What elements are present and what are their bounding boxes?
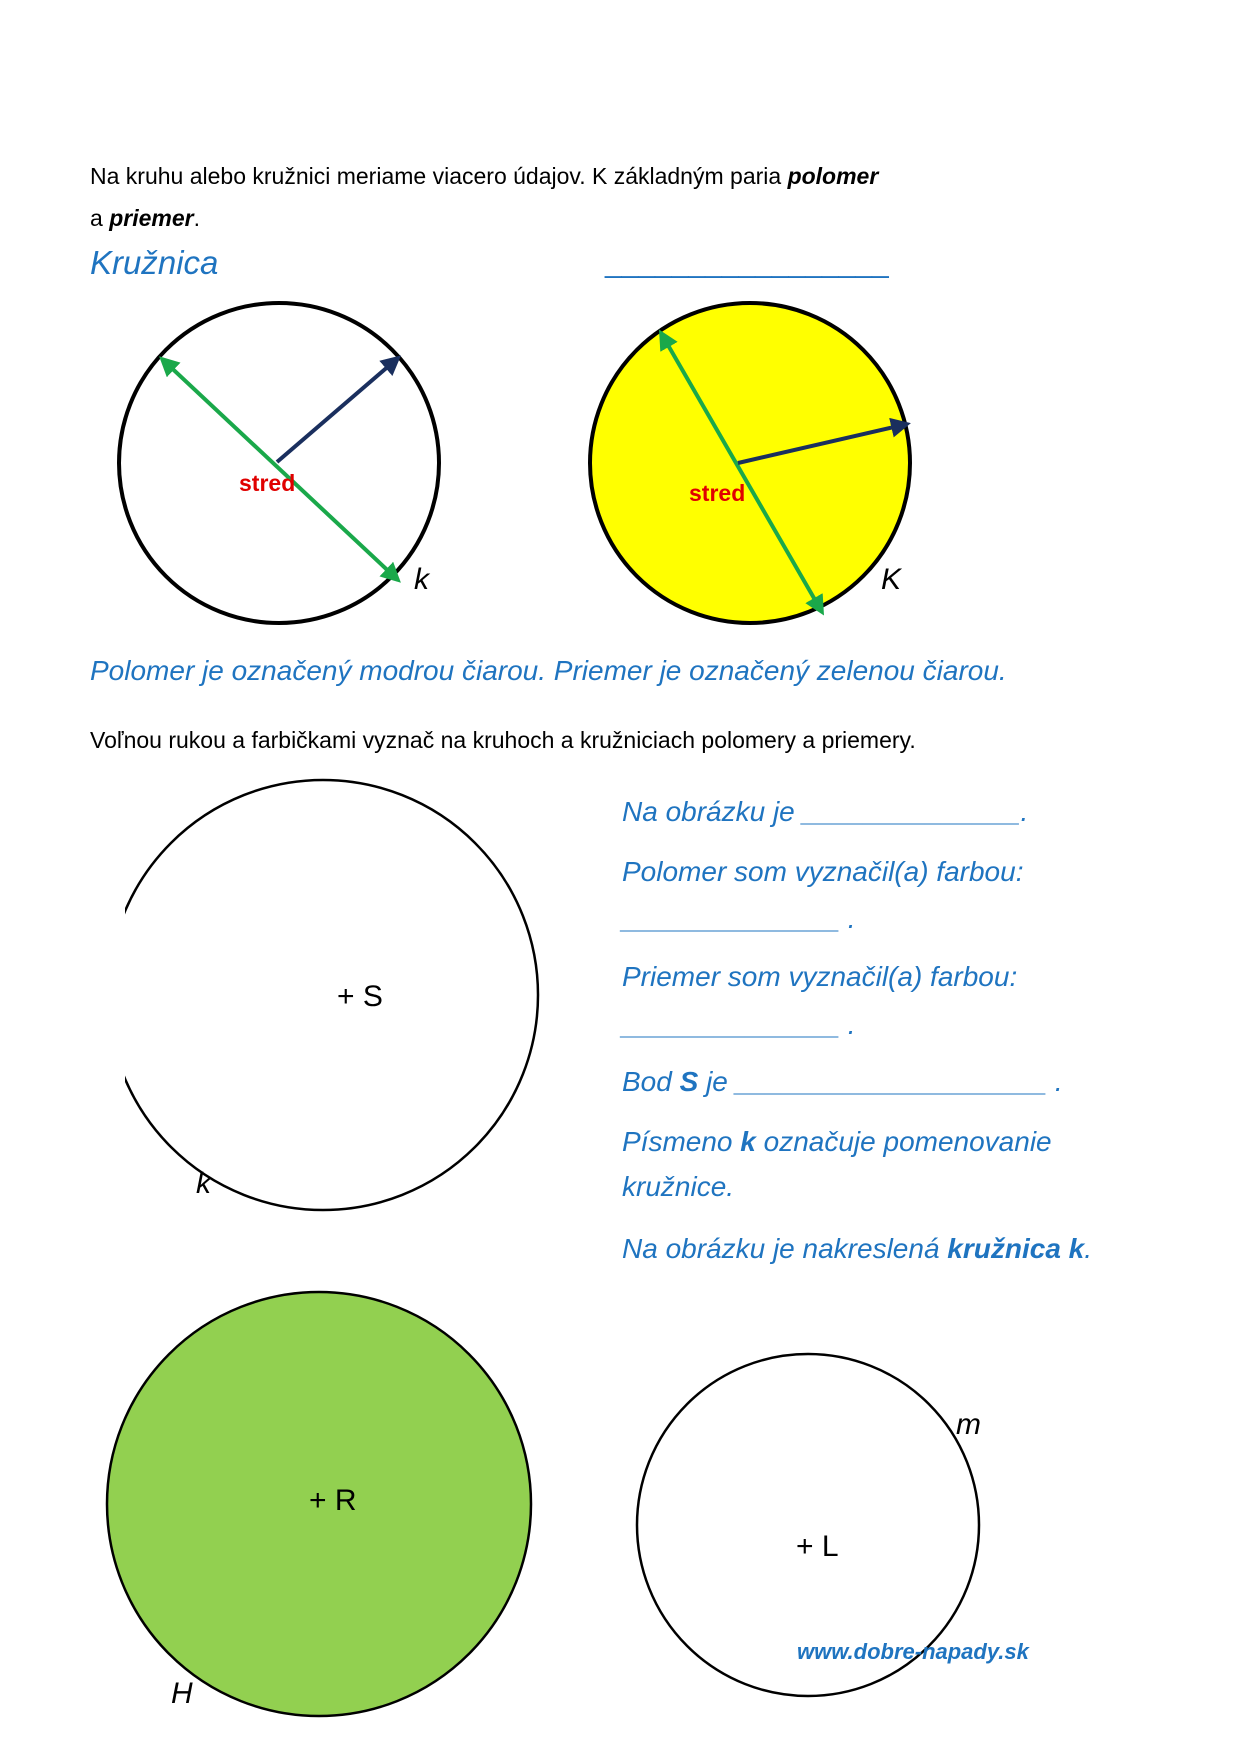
question-5-line-2: kružnice. <box>622 1171 735 1202</box>
intro-period: . <box>193 205 200 231</box>
question-2: Polomer som vyznačil(a) farbou: <box>622 856 1024 887</box>
q5-text-after: označuje pomenovanie <box>755 1126 1052 1157</box>
question-3-blank: ______________ . <box>622 1009 856 1040</box>
instruction: Voľnou rukou a farbičkami vyznač na kruhoch a kružniciach polomery a priemery. <box>90 727 916 753</box>
green-disc-R <box>107 1292 531 1716</box>
q4-text-after: je ____________________ . <box>698 1066 1063 1097</box>
q6-bold-kruznica-k: kružnica k <box>947 1233 1085 1264</box>
watermark-url: www.dobre-napady.sk <box>797 1639 1029 1664</box>
caption: Polomer je označený modrou čiarou. Priemer je označený zelenou čiarou. <box>90 655 1007 686</box>
center-label-stred: stred <box>689 480 746 506</box>
heading-kruznica: Kružnica <box>90 244 219 281</box>
bottom-diagrams <box>0 1270 1240 1754</box>
top-diagrams <box>0 0 1240 660</box>
question-3: Priemer som vyznačil(a) farbou: <box>622 961 1018 992</box>
question-4 <box>622 1060 1063 1104</box>
diagram-kruh <box>590 303 910 623</box>
center-label-S: + S <box>337 980 383 1013</box>
circle-S-outline <box>125 780 538 1210</box>
question-1: Na obrázku je ______________. <box>622 796 1029 827</box>
intro-text-2: a <box>90 205 110 231</box>
circle-label-k: k <box>414 563 429 596</box>
question-5 <box>622 1120 1052 1164</box>
center-label-L: + L <box>796 1530 839 1563</box>
q4-text: Bod <box>622 1066 680 1097</box>
question-6 <box>622 1227 1092 1271</box>
q5-text: Písmeno <box>622 1126 741 1157</box>
heading-blank: _________________ <box>605 246 889 279</box>
center-label-R: + R <box>309 1484 357 1517</box>
circle-label-m: m <box>956 1408 981 1441</box>
circle-label-k: k <box>196 1167 211 1200</box>
q5-bold-k: k <box>740 1126 756 1157</box>
center-label-stred: stred <box>239 470 296 496</box>
circle-label-H: H <box>171 1677 193 1710</box>
circle-label-K: K <box>881 563 902 596</box>
intro-bold-polomer: polomer <box>787 163 879 189</box>
exercise-circle-S <box>125 770 565 1220</box>
intro-text: Na kruhu alebo kružnici meriame viacero údajov. K základným paria <box>90 163 788 189</box>
question-2-blank: ______________ . <box>622 903 856 934</box>
circle-K-disc <box>590 303 910 623</box>
intro-bold-priemer: priemer <box>109 205 194 231</box>
diagram-kruznica <box>119 303 439 623</box>
q6-text: Na obrázku je nakreslená <box>622 1233 948 1264</box>
q4-bold-S: S <box>679 1066 699 1097</box>
q6-period: . <box>1084 1233 1093 1264</box>
